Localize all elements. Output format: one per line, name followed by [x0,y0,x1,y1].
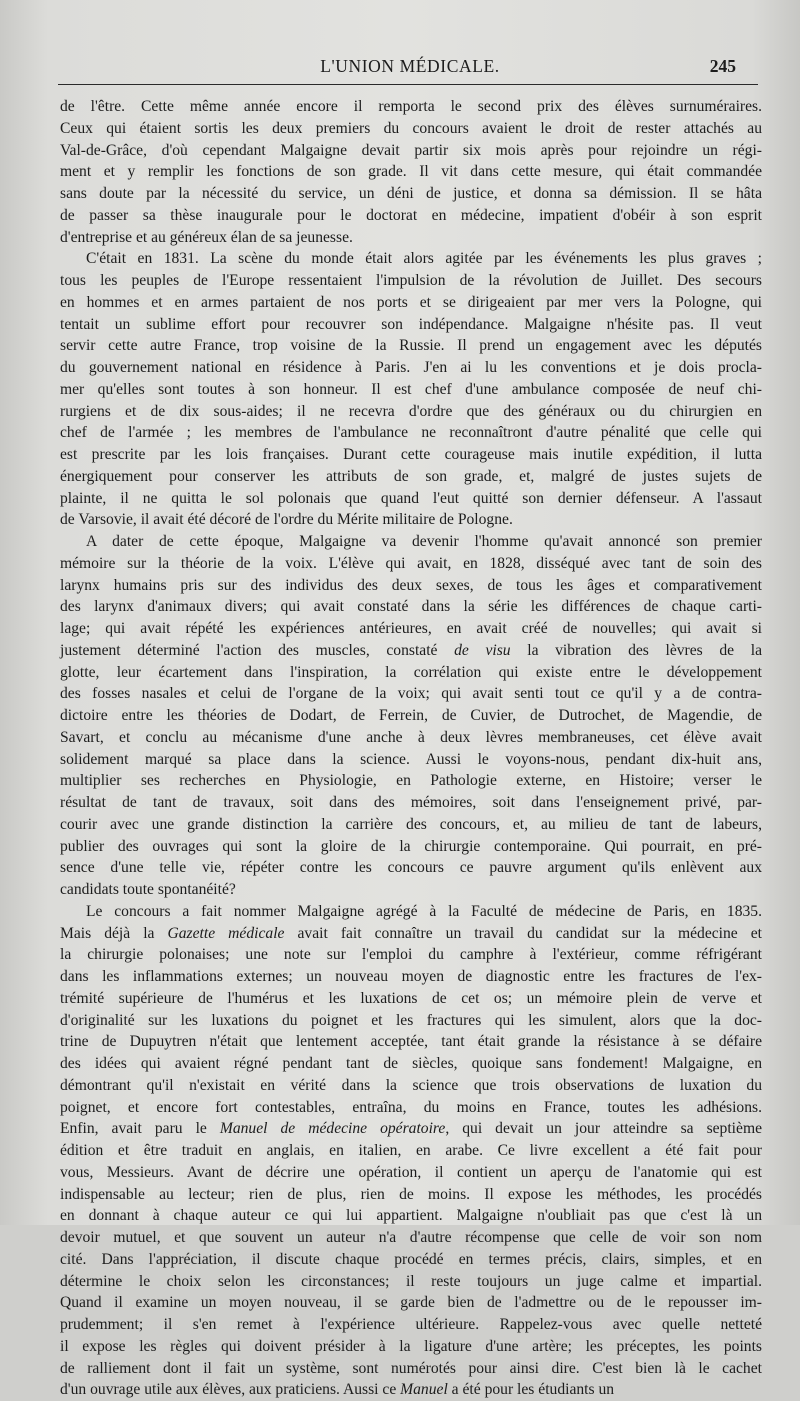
text-line [60,1010,762,1032]
text-run: la vibration des lèvres de la [510,641,762,659]
text-line [60,1205,762,1227]
text-run: servir cette autre France, trop voisine de la Russie. Il prend un engagement avec les députés [60,337,762,355]
text-run: d'un ouvrage utile aux élèves, aux praticiens. Aussi ce [60,1381,401,1399]
text-line [60,553,762,575]
text-run: dictoire entre les théories de Dodart, de Ferrein, de Cuvier, de Dutrochet, de Magendie, de [60,707,762,724]
paragraph [60,96,762,248]
text-run: mémoire sur la théorie de la voix. L'élève qui avait, en 1828, disséqué avec tant de soin des [60,554,762,572]
text-line [60,1336,762,1358]
text-run: candidats toute spontanéité? [60,881,236,898]
text-line [60,1271,762,1293]
text-line [60,1292,762,1314]
text-run: courir avec une grande distinction la carrière des concours, et, au milieu de tant de labeurs, [60,815,762,833]
text-run: solidement marqué sa place dans la science. Aussi le voyons-nous, pendant dix-huit ans, [60,750,762,768]
text-line [60,270,762,292]
text-line [60,1031,762,1053]
text-run: résultat de tant de travaux, soit dans des mémoires, soit dans l'enseignement privé, par- [60,794,762,811]
text-run: Ceux qui étaient sortis les deux premiers du concours avaient le droit de rester attachés au [60,119,762,137]
text-line [60,944,762,966]
text-line [60,422,762,444]
text-run: avait fait connaître un travail du candidat sur la médecine et [284,924,762,942]
text-run: tous les peuples de l'Europe ressentaient l'impulsion de la révolution de Juillet. Des secours [60,272,762,289]
text-run: de l'être. Cette même année encore il remporta le second prix des élèves surnuméraires. [60,98,762,115]
text-line [60,857,762,879]
italic-phrase: de visu [454,641,511,659]
text-run: d'originalité sur les luxations du poignet et les fractures qui les simulent, alors que la doc- [60,1011,762,1029]
text-line [60,1184,762,1206]
text-run: la chirurgie polonaises; une note sur l'emploi du camphre à l'extérieur, comme réfrigérant [60,946,762,964]
text-line [60,1249,762,1271]
paragraph [60,901,762,1401]
text-line [60,814,762,836]
text-line [60,901,762,923]
text-run: publier des ouvrages qui sont la gloire de la chirurgie contemporaine. Qui pourrait, en pré- [60,837,762,855]
text-line [60,879,762,901]
text-line [60,1314,762,1336]
text-line [60,683,762,705]
text-run: cité. Dans l'appréciation, il discute chaque procédé en termes précis, clairs, simples, et en [60,1250,762,1268]
text-line [60,988,762,1010]
text-run: en donnant à chaque auteur ce qui lui appartient. Malgaigne n'oubliait pas que c'est là un [60,1207,762,1225]
text-line [60,770,762,792]
text-run: Val-de-Grâce, d'où cependant Malgaigne devait partir six mois après pour rejoindre un régi- [60,141,762,159]
text-run: plainte, il ne quitta le sol polonais que quand l'eut quitté son dernier défenseur. A l'assaut [60,489,762,507]
text-run: vous, Messieurs. Avant de décrire une opération, il contient un aperçu de l'anatomie qui est [60,1163,762,1181]
text-run: tentait un sublime effort pour recouvrer son indépendance. Malgaigne n'hésite pas. Il veut [60,315,762,333]
text-run: C'était en 1831. La scène du monde était alors agitée par les événements les plus graves ; [86,250,762,268]
text-run: glotte, leur écartement dans l'inspiration, la corrélation qui existe entre le développement [60,663,762,681]
text-run: A dater de cette époque, Malgaigne va devenir l'homme qu'avait annoncé son premier [86,533,762,550]
text-line [60,227,762,249]
text-line [60,966,762,988]
text-run: poignet, et encore fort contestables, entraîna, du moins en France, toutes les adhésions. [60,1098,762,1116]
text-line [60,379,762,401]
text-line [60,575,762,597]
text-line [60,749,762,771]
text-line [60,662,762,684]
italic-phrase: Manuel de médecine opératoire [219,1120,446,1138]
text-run: Savart, et conclu au mécanisme d'une anche à deux lèvres membraneuses, cet élève avait [60,728,762,746]
text-run: de passer sa thèse inaugurale pour le doctorat en médecine, impatient d'obéir à son esprit [60,206,762,224]
text-run: énergiquement pour conserver les attributs de son grade, et, malgré de justes sujets de [60,467,762,485]
text-run: détermine le choix selon les circonstances; il reste toujours un juge calme et impartial. [60,1272,762,1290]
page-header [60,54,760,82]
text-line [60,357,762,379]
text-run: mer qu'elles sont toutes à son honneur. Il est chef d'une ambulance composée de neuf chi- [60,380,762,398]
text-line [60,923,762,945]
text-line [60,727,762,749]
text-line [60,1379,762,1401]
text-run: dans les inflammations externes; un nouveau moyen de diagnostic entre les fractures de l'ex- [60,968,762,985]
text-run: Le concours a fait nommer Malgaigne agrégé à la Faculté de médecine de Paris, en 1835. [86,902,762,920]
text-run: sans doute par la nécessité du service, un déni de justice, et donna sa démission. Il se hâta [60,185,762,202]
text-run: des fosses nasales et celui de l'organe de la voix; qui avait senti tout ce qu'il y a de contra- [60,685,762,703]
text-line [60,705,762,727]
text-line [60,335,762,357]
text-line [60,596,762,618]
text-line [60,1140,762,1162]
text-line [60,1162,762,1184]
text-line [60,792,762,814]
text-line [60,1118,762,1140]
text-run: de Varsovie, il avait été décoré de l'ordre du Mérite militaire de Pologne. [60,511,513,529]
italic-phrase: Gazette médicale [167,924,285,942]
text-run: trémité supérieure de l'humérus et les luxations de cet os; un mémoire plein de verve et [60,989,762,1007]
text-run: d'entreprise et au généreux élan de sa jeunesse. [60,228,353,246]
text-run: rurgiens et de dix sous-aides; il ne recevra d'ordre que des généraux ou du chirurgien en [60,402,762,420]
text-line [60,466,762,488]
text-line [60,292,762,314]
text-run: démontrant qu'il n'existait en vérité dans la science que trois observations de luxation du [60,1076,762,1094]
text-run: des idées qui avaient régné pendant tant de siècles, quoique sans fondement! Malgaigne, en [60,1055,762,1072]
text-run: trine de Dupuytren n'était que lentement acceptée, tant était grande la résistance à se défaire [60,1033,762,1051]
text-line [60,1053,762,1075]
text-run: édition et être traduit en anglais, en italien, en arabe. Ce livre excellent a été fait pour [60,1142,762,1159]
text-run: Mais déjà la [60,924,168,942]
text-line [60,314,762,336]
body-text [60,96,762,1401]
text-line [60,509,762,531]
text-line [60,1358,762,1380]
text-line [60,1097,762,1119]
text-run: des larynx d'animaux divers; qui avait constaté dans la série les différences de chaque carti- [60,598,762,616]
text-line [60,248,762,270]
text-run: Enfin, avait paru le [60,1120,220,1138]
text-run: sence d'une telle vie, répéter contre les concours ce pauvre argument qu'ils enlèvent aux [60,859,762,877]
header-rule [58,84,758,85]
running-title: L'UNION MÉDICALE. [320,56,500,76]
text-line [60,1227,762,1249]
text-line [60,140,762,162]
text-run: ment et y remplir les fonctions de son grade. Il vit dans cette mesure, qui était commandée [60,163,762,181]
text-line [60,96,762,118]
text-run: devoir mutuel, et que souvent un auteur n'a d'autre récompense que celle de voir son nom [60,1229,762,1246]
text-run: lage; qui avait répété les expériences antérieures, en avait créé de nouvelles; qui avait si [60,620,762,637]
paragraph [60,248,762,531]
text-line [60,531,762,553]
text-run: de ralliement dont il fait un système, sont numérotés pour ainsi dire. C'est bien là le cachet [60,1359,762,1377]
text-run: est prescrite par les lois françaises. Durant cette courageuse mais inutile expédition, il lutta [60,446,762,463]
text-run: prudemment; il s'en remet à l'expérience ultérieure. Rappelez-vous avec quelle netteté [60,1316,762,1333]
text-line [60,205,762,227]
text-line [60,488,762,510]
paragraph [60,531,762,901]
text-line [60,1075,762,1097]
text-run: du gouvernement national en résidence à Paris. J'en ai lu les conventions et je dois procla- [60,359,762,376]
text-line [60,444,762,466]
page-number: 245 [709,56,736,76]
text-run: , qui devait un jour atteindre sa septième [445,1120,762,1138]
text-run: indispensable au lecteur; rien de plus, rien de moins. Il expose les méthodes, les procédés [60,1185,762,1203]
text-run: en hommes et en armes partaient de nos ports et se dirigeaient par mer vers la Pologne, qui [60,293,762,311]
text-run: multiplier ses recherches en Physiologie, en Pathologie externe, en Histoire; verser le [60,772,762,790]
text-run: chef de l'armée ; les membres de l'ambulance ne reconnaîtront d'autre pénalité que celle qui [60,424,762,442]
text-line [60,161,762,183]
text-run: a été pour les étudiants un [447,1381,615,1399]
text-line [60,618,762,640]
text-line [60,836,762,858]
text-line [60,118,762,140]
text-run: larynx humains pris sur des individus des deux sexes, de tous les âges et comparativement [60,576,762,594]
italic-phrase: Manuel [400,1381,448,1399]
text-line [60,640,762,662]
text-run: justement déterminé l'action des muscles, constaté [60,641,455,659]
text-run: il expose les règles qui doivent présider à la ligature d'une artère; les préceptes, les points [60,1337,762,1355]
text-line [60,401,762,423]
text-line [60,183,762,205]
text-run: Quand il examine un moyen nouveau, il se garde bien de l'admettre ou de le repousser im- [60,1294,762,1312]
